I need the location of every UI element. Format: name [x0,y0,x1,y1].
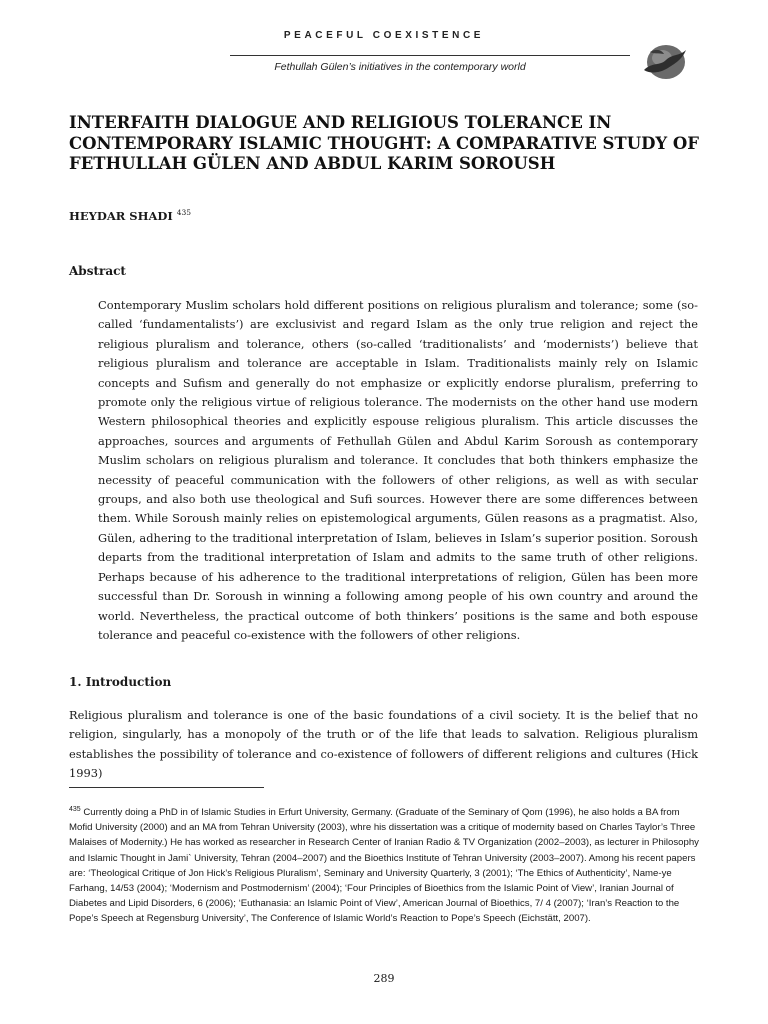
dove-globe-logo-icon [640,40,688,82]
footnote-text: Currently doing a PhD in of Islamic Studies in Erfurt University, Germany. (Graduate of the Seminary of Qom (1996), he also holds a BA from Mofid University (2000) and an MA from Tehran University (2003), whre his dissertation was a critique of modernity based on Charles Taylor’s Three Malaises of Modernity.) He has worked as researcher in Research Center of Iranian Radio & TV Organization (2002–2003), as lecturer in Philosophy and Islamic Thought in Jami` University, Tehran (2004–2007) and the Bioethics Institute of Tehran University (2003–2007). Among his recent papers are: ‘Theological Critique of Jon Hick’s Religious Pluralism’, Seminary and University Quarterly, 3 (2001); ‘The Ethics of Authenticity’, Name-ye Farhang, 14/53 (2004); ‘Modernism and Postmodernism’ (2004); ‘Four Principles of Bioethics from the Islamic Point of View’, Iranian Journal of Diabetes and Lipid Disorders, 6 (2006); ‘Euthanasia: an Islamic Point of View’, American Journal of Bioethics, 7/ 4 (2007); ‘Iran’s Reaction to the Pope’s Speech at Regensburg University’, The Conference of Islamic World’s Reaction to Pope’s Speech (Eichstätt, 2007). [69,807,699,925]
page-number: 289 [373,972,395,985]
running-header-title: PEACEFUL COEXISTENCE [283,30,485,41]
abstract-text: Contemporary Muslim scholars hold different positions on religious pluralism and tolerance; some (so-called ‘fundamentalists’) are exclusivist and regard Islam as the only true religion and reject the religious pluralism and tolerance, others (so-called ‘traditionalists’ and ‘modernists’) believe that religious pluralism and tolerance are acceptable in Islam. Traditionalists mainly rely on Islamic concepts and Sufism and generally do not emphasize or explicitly endorse pluralism, preferring to promote only the religious virtue of religious tolerance. The modernists on the other hand use modern Western philosophical theories and explicitly espouse religious pluralism. This article discusses the approaches, sources and arguments of Fethullah Gülen and Abdul Karim Soroush as contemporary Muslim scholars on religious pluralism and tolerance. It concludes that both thinkers emphasize the necessity of peaceful communication with the followers of other religions, as well as with secular groups, and also both use theological and Sufi sources. However there are some differences between them. While Soroush mainly relies on epistemological arguments, Gülen reasons as a pragmatist. Also, Gülen, adhering to the traditional interpretation of Islam, believes in Islam’s superior position. Soroush departs from the traditional interpretation of Islam and admits to the same truth of other religions. Perhaps because of his adherence to the traditional interpretations of religion, Gülen has been more successful than Dr. Soroush in winning a following among people of his own country and around the world. Nevertheless, the practical outcome of both thinkers’ positions is the same and both espouse tolerance and peaceful co-existence with the followers of other religions. [98,298,698,642]
section-heading-text: Introduction [85,675,172,689]
footnote-number: 435 [69,806,81,813]
author-footnote-ref: 435 [176,208,192,217]
introduction-paragraph: Religious pluralism and tolerance is one of the basic foundations of a civil society. It is the belief that no religion, singularly, has a monopoly of the truth or of the life that leads to salvation. Religious pluralism establishes the possibility of tolerance and co-existence of followers of different religions and cultures (Hick 1993) [69,708,698,781]
author-name-text: HEYDAR SHADI [69,208,173,223]
running-header-subtitle: Fethullah Gülen’s initiatives in the contemporary world [274,61,526,73]
footnote [69,802,699,927]
header-rule [230,55,630,56]
author-name [69,208,191,223]
section-heading-introduction [69,675,171,689]
footnote-rule [69,787,264,788]
section-number: 1. [69,675,82,689]
article-title: INTERFAITH DIALOGUE AND RELIGIOUS TOLERANCE IN CONTEMPORARY ISLAMIC THOUGHT: A COMPARATIVE STUDY OF FETHULLAH GÜLEN AND ABDUL KARIM SOROUSH [69,113,700,173]
abstract-heading: Abstract [69,264,126,278]
